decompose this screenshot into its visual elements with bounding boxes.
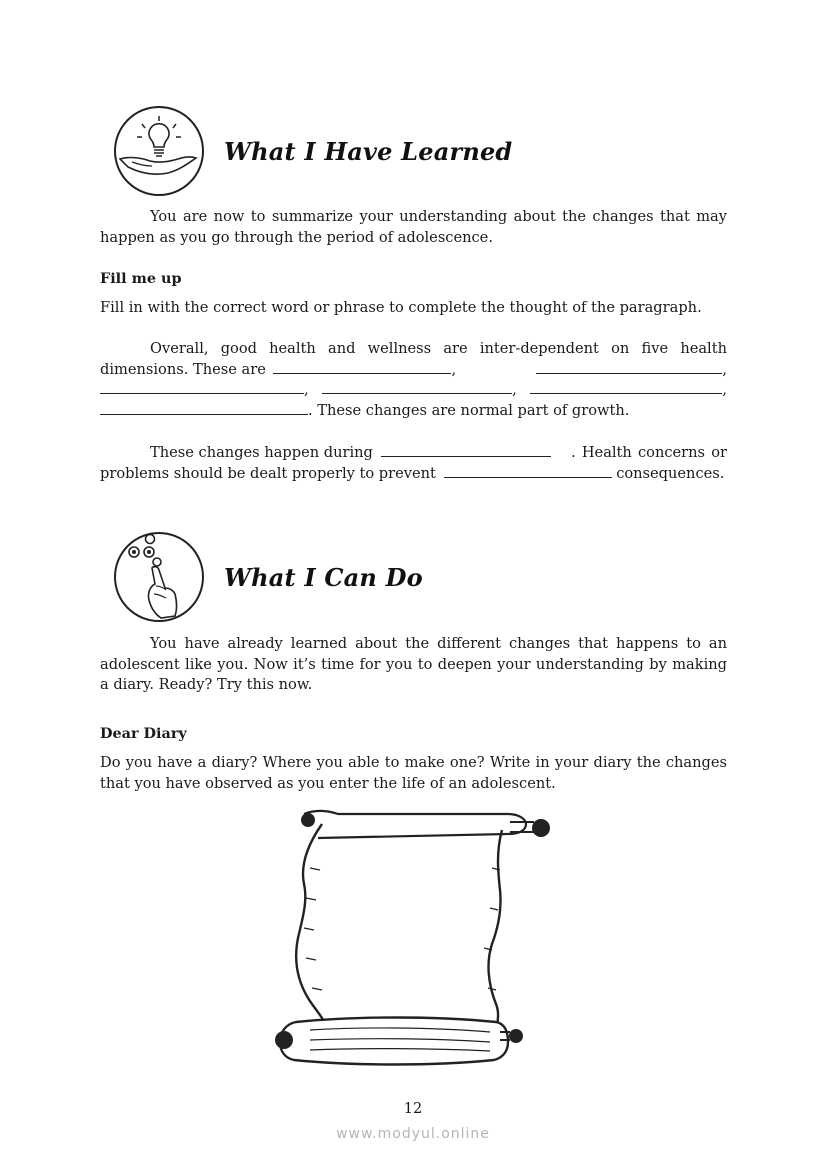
answer-blank-1[interactable] [273,360,451,374]
comma: , [304,381,309,399]
answer-blank-8[interactable] [444,464,612,478]
section-title: What I Have Learned [224,136,513,166]
comma: , [451,360,457,378]
fill-paragraph-1 [100,339,727,422]
answer-blank-4[interactable] [322,380,512,394]
para1-end: . These changes are normal part of growth. [308,402,630,420]
answer-blank-5[interactable] [530,380,722,394]
para2-line2-end: consequences. [616,464,725,482]
para2-line1-end: . Health concerns or [571,444,727,461]
para1-line1: Overall, good health and wellness are inter-dependent on five health [150,340,727,357]
instruction-text: Fill in with the correct word or phrase to complete the thought of the paragraph. [100,299,702,316]
fill-paragraph-2 [100,443,727,484]
scroll-icon [270,808,555,1072]
activity-label: Fill me up [100,270,182,287]
intro-paragraph: You are now to summarize your understanding about the changes that may happen as you go through the period of adolescence. [100,208,727,246]
page-number: 12 [403,1101,423,1117]
activity-label: Dear Diary [100,725,187,742]
section-title: What I Can Do [224,562,423,592]
comma: , [722,360,727,378]
gears-hand-icon [112,530,206,624]
answer-blank-7[interactable] [381,443,551,457]
answer-blank-3[interactable] [100,380,304,394]
intro-paragraph: You have already learned about the different changes that happens to an adolescent like you. Now it’s time for you to deepen your understanding by making a diary. Ready? Try this now. [100,635,727,694]
comma: , [512,381,517,399]
section-header-learned [112,104,512,198]
para2-line1-text: These changes happen during [150,444,373,461]
comma: , [722,381,727,399]
answer-blank-6[interactable] [100,401,308,415]
para1-line2-text: dimensions. These are [100,360,266,378]
para2-line2-text: problems should be dealt properly to prevent [100,464,436,482]
lightbulb-hand-icon [112,104,206,198]
answer-blank-2[interactable] [536,360,722,374]
instruction-text: Do you have a diary? Where you able to make one? Write in your diary the changes that you have observed as you enter the life of an adolescent. [100,754,727,792]
section-header-can-do [112,530,423,624]
watermark: www.modyul.online [336,1126,490,1142]
